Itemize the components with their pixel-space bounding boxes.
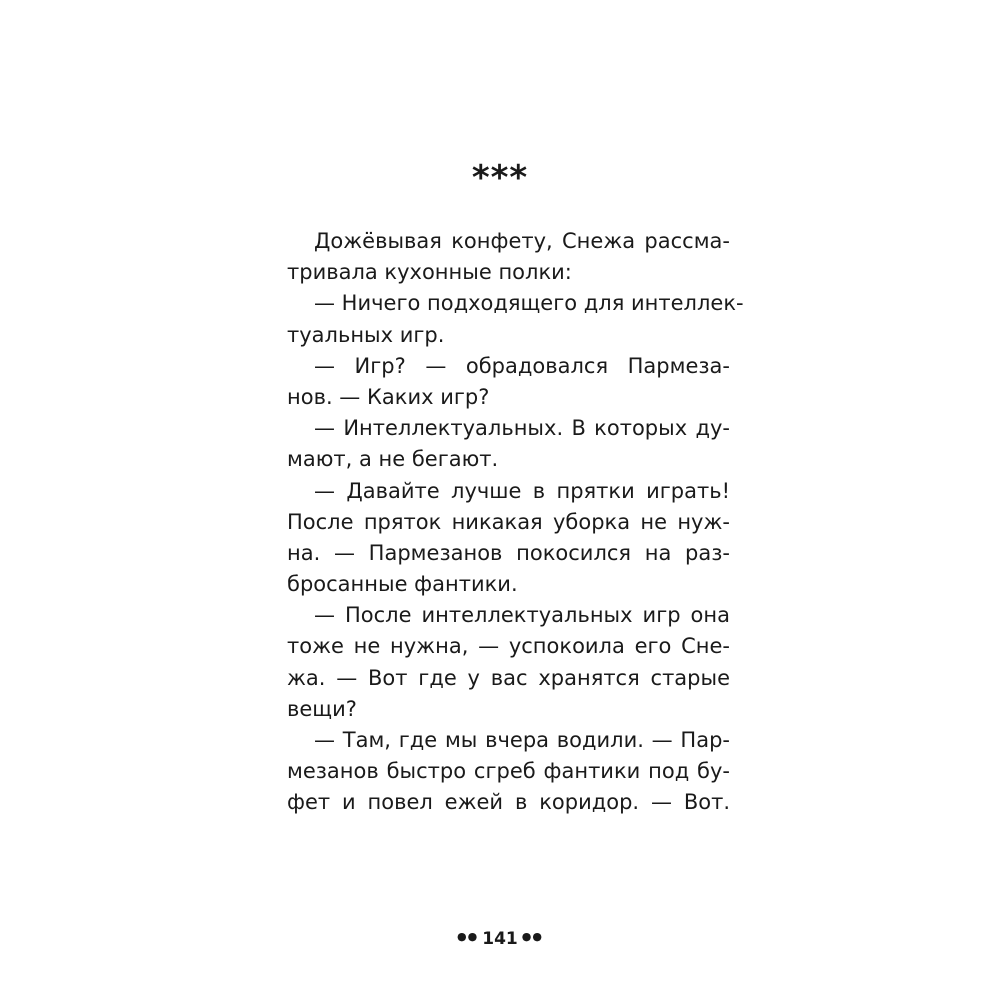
text-line: тривала кухонные полки: xyxy=(287,260,572,285)
text-line: мают, а не бегают. xyxy=(287,447,499,472)
text-line: туальных игр. xyxy=(287,322,445,347)
page-number xyxy=(0,927,1000,951)
text-line: тоже не нужна, — успокоила его Сне- xyxy=(287,634,730,659)
text-line: фет и повел ежей в коридор. — Вот. xyxy=(287,790,730,815)
text-line: — Там, где мы вчера водили. — Пар- xyxy=(314,728,730,752)
section-separator: *** xyxy=(471,158,529,198)
folio-dots-left: ●● xyxy=(457,930,479,943)
body-text xyxy=(287,226,744,819)
text-line: — Игр? — обрадовался Пармеза- xyxy=(314,353,730,378)
text-line: на. — Пармезанов покосился на раз- xyxy=(287,540,730,565)
text-line: бросанные фантики. xyxy=(287,572,518,597)
text-line: После пряток никакая уборка не нуж- xyxy=(287,509,730,534)
text-line: Дожёвывая конфету, Снежа рассма- xyxy=(314,229,730,253)
text-line: жа. — Вот где у вас хранятся старые xyxy=(287,665,730,690)
text-line: — Давайте лучше в прятки играть! xyxy=(314,478,730,503)
text-line: — Ничего подходящего для интеллек- xyxy=(314,291,744,316)
text-line: вещи? xyxy=(287,696,357,721)
page-number-value: 141 xyxy=(482,929,518,949)
text-line: мезанов быстро сгреб фантики под бу- xyxy=(287,759,730,784)
text-line: — Интеллектуальных. В которых ду- xyxy=(314,416,730,441)
text-line: нов. — Каких игр? xyxy=(287,384,490,409)
text-line: — После интеллектуальных игр она xyxy=(314,603,730,628)
folio-dots-right: ●● xyxy=(521,930,543,943)
